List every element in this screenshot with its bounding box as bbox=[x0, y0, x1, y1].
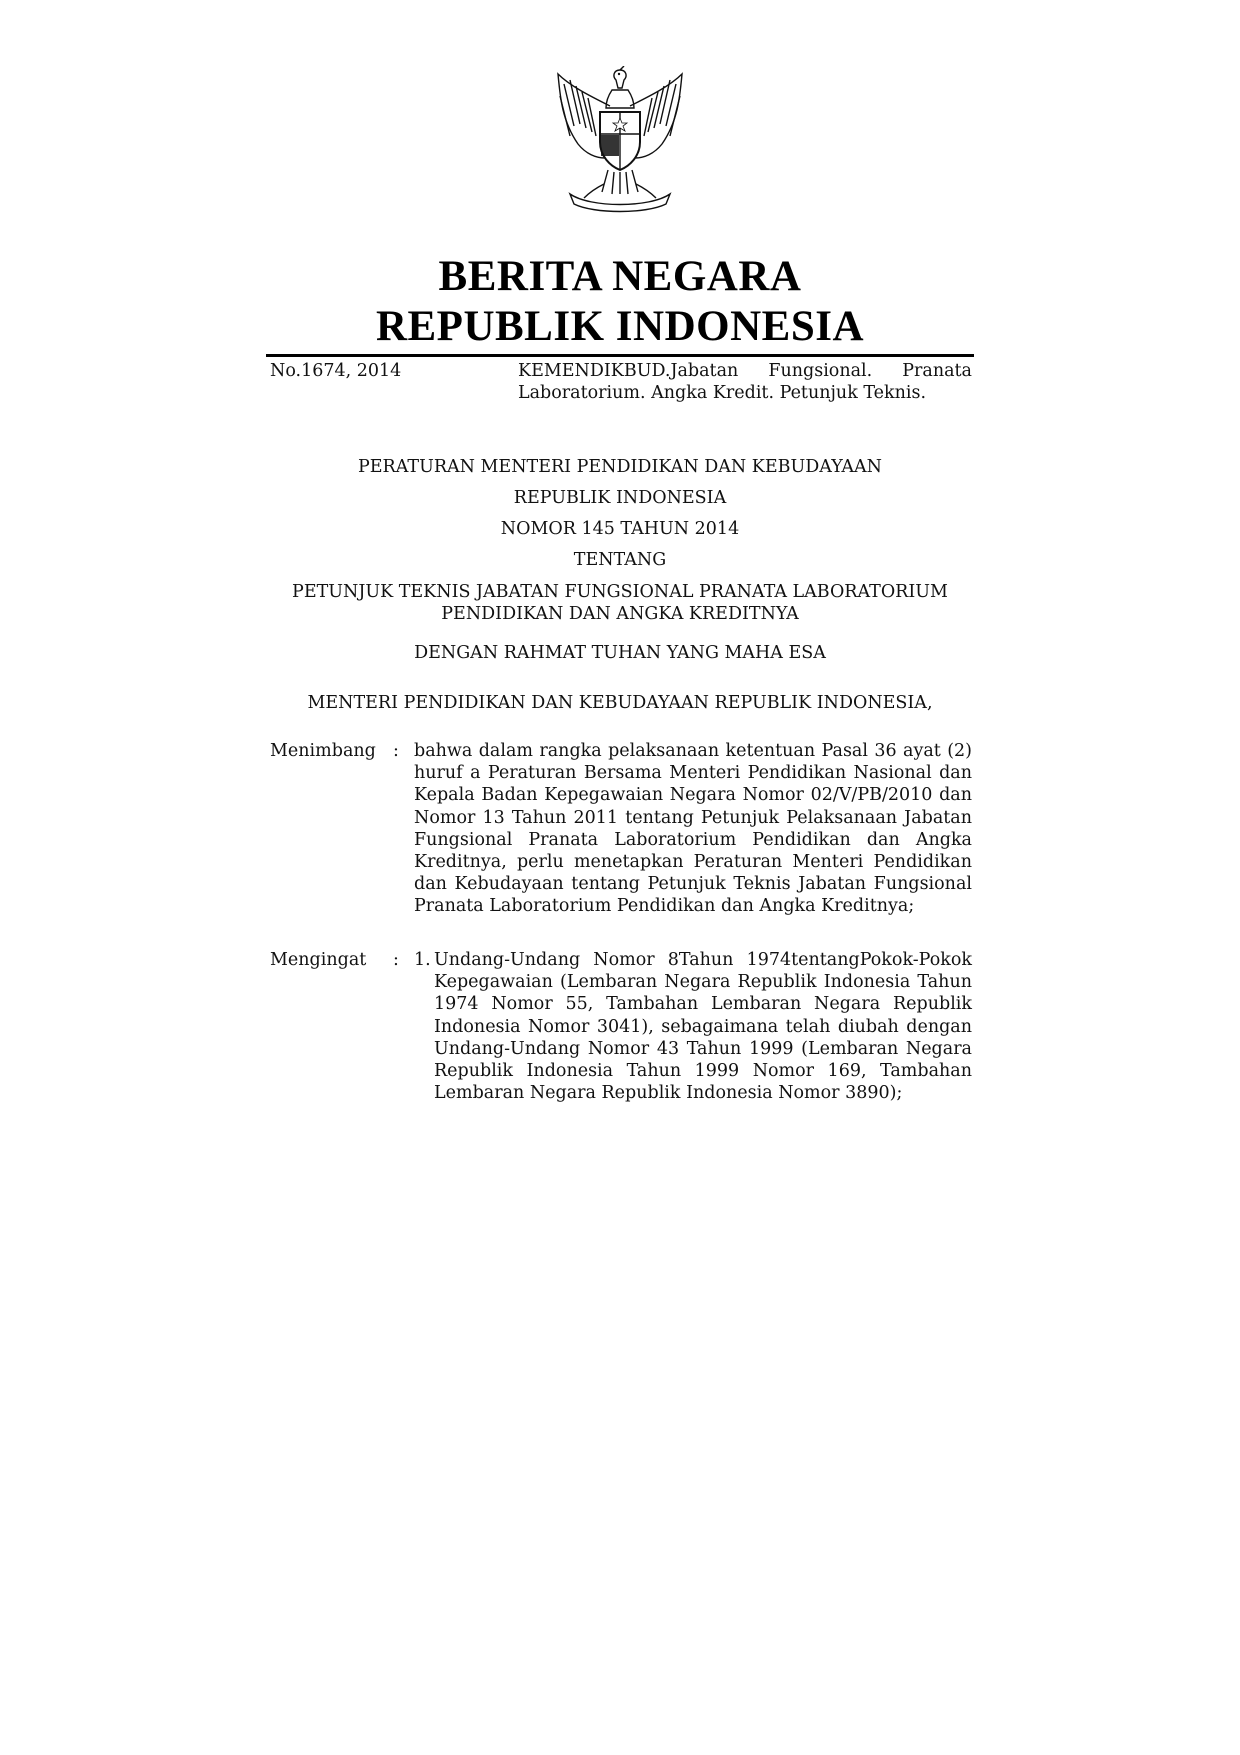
regulation-invocation: DENGAN RAHMAT TUHAN YANG MAHA ESA bbox=[414, 643, 826, 663]
gazette-number: No.1674, 2014 bbox=[270, 361, 402, 381]
regulation-tentang: TENTANG bbox=[573, 550, 667, 570]
gazette-title-line1: BERITA NEGARA bbox=[438, 253, 802, 300]
regulation-number: NOMOR 145 TAHUN 2014 bbox=[500, 519, 740, 539]
regulation-subject-line1: PETUNJUK TEKNIS JABATAN FUNGSIONAL PRANATA LABORATORIUM bbox=[292, 582, 948, 602]
header-divider bbox=[266, 354, 974, 357]
mengingat-item-text: Undang-Undang Nomor 8Tahun 1974tentangPokok-Pokok Kepegawaian (Lembaran Negara Republik Indonesia Tahun 1974 Nomor 55, Tambahan Lembaran Negara Republik Indonesia Nomor 3041), sebagaimana telah diubah dengan Undang-Undang Nomor 43 Tahun 1999 (Lembaran Negara Republik Indonesia Tahun 1999 Nomor 169, Tambahan Lembaran Negara Republik Indonesia Nomor 3890); bbox=[434, 950, 972, 1104]
mengingat-label: Mengingat bbox=[270, 950, 367, 970]
regulation-title-line1: PERATURAN MENTERI PENDIDIKAN DAN KEBUDAYAAN bbox=[358, 457, 882, 477]
menimbang-colon: : bbox=[393, 741, 399, 761]
regulation-subject-line2: PENDIDIKAN DAN ANGKA KREDITNYA bbox=[441, 604, 799, 624]
mengingat-item-number: 1. bbox=[414, 950, 431, 970]
regulation-minister: MENTERI PENDIDIKAN DAN KEBUDAYAAN REPUBLIK INDONESIA, bbox=[307, 693, 933, 713]
gazette-title-line2: REPUBLIK INDONESIA bbox=[375, 303, 865, 350]
menimbang-label: Menimbang bbox=[270, 741, 376, 761]
regulation-title-line2: REPUBLIK INDONESIA bbox=[513, 488, 727, 508]
mengingat-colon: : bbox=[393, 950, 399, 970]
garuda-emblem-icon bbox=[550, 66, 690, 216]
menimbang-text: bahwa dalam rangka pelaksanaan ketentuan Pasal 36 ayat (2) huruf a Peraturan Bersama Menteri Pendidikan Nasional dan Kepala Badan Kepegawaian Negara Nomor 02/V/PB/2010 dan Nomor 13 Tahun 2011 tentang Petunjuk Pelaksanaan Jabatan Fungsional Pranata Laboratorium Pendidikan dan Angka Kreditnya, perlu menetapkan Peraturan Menteri Pendidikan dan Kebudayaan tentang Petunjuk Teknis Jabatan Fungsional Pranata Laboratorium Pendidikan dan Angka Kreditnya; bbox=[414, 741, 972, 917]
gazette-keywords: KEMENDIKBUD.Jabatan Fungsional. Pranata Laboratorium. Angka Kredit. Petunjuk Teknis. bbox=[518, 361, 972, 403]
